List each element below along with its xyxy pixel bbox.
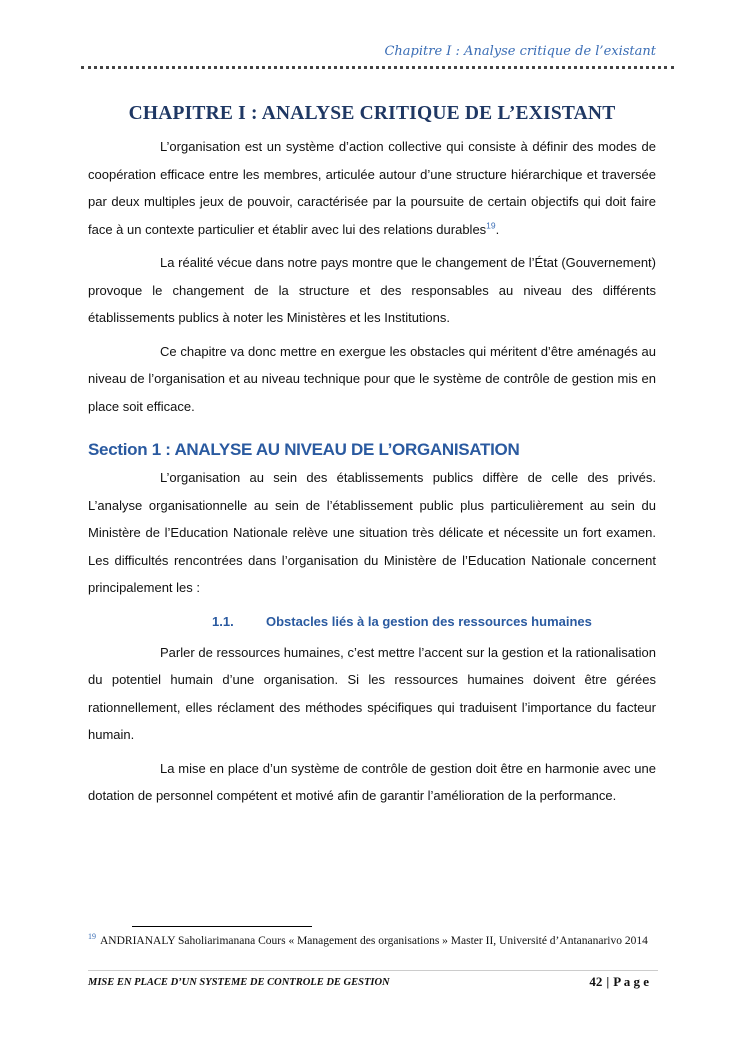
chapter-title: CHAPITRE I : ANALYSE CRITIQUE DE L’EXISTANT bbox=[128, 103, 616, 124]
subsection-1-1-heading bbox=[88, 614, 656, 629]
intro-paragraph-1-end: . bbox=[495, 221, 500, 237]
footer-separator: | bbox=[606, 974, 610, 989]
page-number: 42 bbox=[589, 974, 603, 989]
footnote-separator bbox=[132, 926, 312, 927]
intro-paragraph-1-text: L’organisation est un système d’action collective qui consiste à définir des modes de coopération efficace entre les membres, articulée autour d’une structure hiérarchique et traversée par deux multiples jeux de pouvoir, caractérisée par la poursuite de certain objectifs qui doit faire face à un contexte particulier et établir avec lui des relations durables bbox=[88, 139, 656, 237]
footnote-text: ANDRIANALY Saholiarimanana Cours « Management des organisations » Master II, Université d’Antananarivo 2014 bbox=[100, 935, 648, 947]
section-1-paragraph-1: L’organisation au sein des établissements publics diffère de celle des privés. L’analyse organisationnelle au sein de l’établissement public plus particulièrement au sein du Ministère de l’Education Nationale relève une situation très délicate et nécessite un fort examen. Les difficultés rencontrées dans l’organisation du Ministère de l’Education Nationale concernent principalement les : bbox=[88, 470, 656, 595]
footer-page-indicator bbox=[589, 974, 649, 990]
intro-paragraph-1 bbox=[88, 133, 656, 243]
footnote bbox=[88, 934, 656, 948]
section-1-paragraph-2: Parler de ressources humaines, c’est mettre l’accent sur la gestion et la rationalisation du potentiel humain d’une organisation. Si les ressources humaines doivent être gérées rationnellement, elles réclament des méthodes spécifiques qui traduisent l’importance du facteur humain. bbox=[88, 644, 656, 742]
page-label: P a g e bbox=[613, 974, 649, 989]
section-1-heading: Section 1 : ANALYSE AU NIVEAU DE L’ORGANISATION bbox=[88, 440, 520, 459]
intro-paragraph-3: Ce chapitre va donc mettre en exergue les obstacles qui méritent d’être aménagés au niveau de l’organisation et au niveau technique pour que le système de contrôle de gestion mis en place soit efficace. bbox=[88, 343, 656, 414]
section-1-paragraph-3: La mise en place d’un système de contrôle de gestion doit être en harmonie avec une dotation de personnel compétent et motivé afin de garantir l’amélioration de la performance. bbox=[88, 760, 656, 803]
footnote-number: 19 bbox=[88, 932, 96, 942]
page-content bbox=[88, 103, 656, 816]
footnote-reference[interactable]: 19 bbox=[486, 220, 496, 231]
intro-paragraph-2: La réalité vécue dans notre pays montre que le changement de l’État (Gouvernement) provoque le changement de la structure et des responsables au niveau des différents établissements publics à noter les Ministères et les Institutions. bbox=[88, 255, 656, 325]
subsection-number: 1.1. bbox=[212, 613, 234, 629]
subsection-title: Obstacles liés à la gestion des ressources humaines bbox=[266, 613, 592, 629]
footer-document-title: MISE EN PLACE D’UN SYSTEME DE CONTROLE DE GESTION bbox=[88, 977, 390, 988]
running-header: Chapitre I : Analyse critique de l’existant bbox=[384, 44, 656, 59]
footer-rule bbox=[88, 970, 658, 971]
header-dotted-rule bbox=[81, 66, 674, 69]
